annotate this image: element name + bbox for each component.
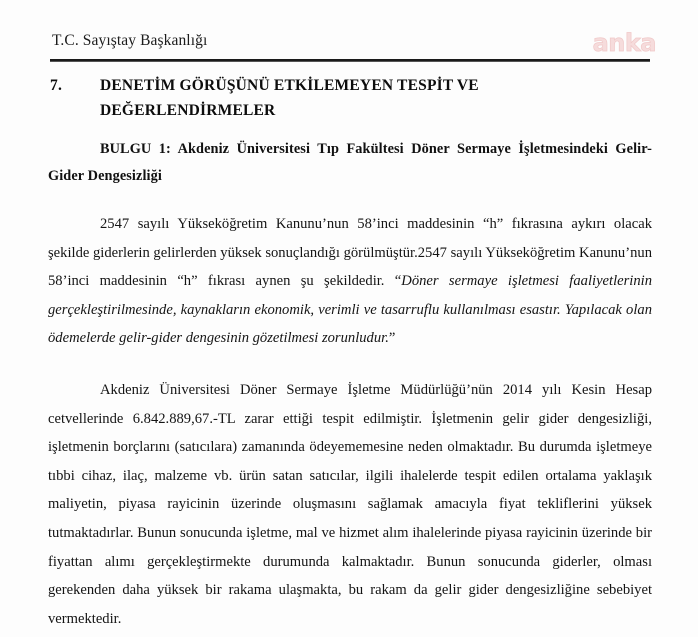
paragraph-finding-detail: Akdeniz Üniversitesi Döner Sermaye İşletme Müdürlüğü’nün 2014 yılı Kesin Hesap cetvellerinde 6.842.889,67.-TL zarar ettiği tespit edilmiştir. İşletmenin gelir gider dengesizliği, işletmenin borçlarını (satıcılara) zamanında ödeyememesine neden olmaktadır. Bu durumda işletmeye tıbbi cihaz, ilaç, malzeme vb. ürün satan satıcılar, ilgili ihalelerde tespit edilen ortalama yaklaşık maliyetin, piyasa rayicinin üzerinde oluşmasını sağlamak amacıyla fiyat tekliflerini yüksek tutmaktadırlar. Bunun sonucunda işletme, mal ve hizmet alım ihalelerinde piyasa rayicinin üzerinde bir fiyattan alımı gerçekleştirmekte durumunda kalmaktadır. Bunun sonucunda giderler, olması gerekenden daha yüksek bir rakama ulaşmakta, bu rakam da gelir gider dengesizliğine sebebiyet vermektedir. [48, 381, 652, 627]
institution-name: T.C. Sayıştay Başkanlığı [52, 32, 208, 49]
paragraph-text-lead: 2547 sayılı Yükseköğretim Kanunu’nun 58’inci maddesinin “h” fıkrasına aykırı olacak şekilde giderlerin gelirlerden yüksek sonuçlandığı görülmüştür.2547 sayılı Yükseköğretim Kanunu’nun 58’inci maddesinin “h” fıkrası aynen şu şekildedir. “ [48, 216, 652, 290]
header-divider [50, 59, 650, 62]
paragraph-text-tail: ” [388, 330, 396, 347]
document-body [48, 74, 652, 633]
quoted-law-text: Döner sermaye işletmesi faaliyetlerinin gerçekleştirilmesinde, kaynakların ekonomik, verimli ve tasarruflu kullanılması esastır. Yapılacak olan ödemelerde gelir-gider dengesinin gözetilmesi zorunludur. [48, 273, 652, 347]
paragraph-legal-basis [48, 210, 652, 353]
anka-logo: anka [592, 29, 656, 57]
section-number: 7. [50, 77, 63, 94]
section-heading [48, 74, 652, 123]
finding-heading: BULGU 1: Akdeniz Üniversitesi Tıp Fakültesi Döner Sermaye İşletmesindeki Gelir-Gider Dengesizliği [48, 141, 652, 184]
section-title: DENETİM GÖRÜŞÜNÜ ETKİLEMEYEN TESPİT VE DEĞERLENDİRMELER [100, 77, 479, 119]
page-header [0, 0, 698, 64]
